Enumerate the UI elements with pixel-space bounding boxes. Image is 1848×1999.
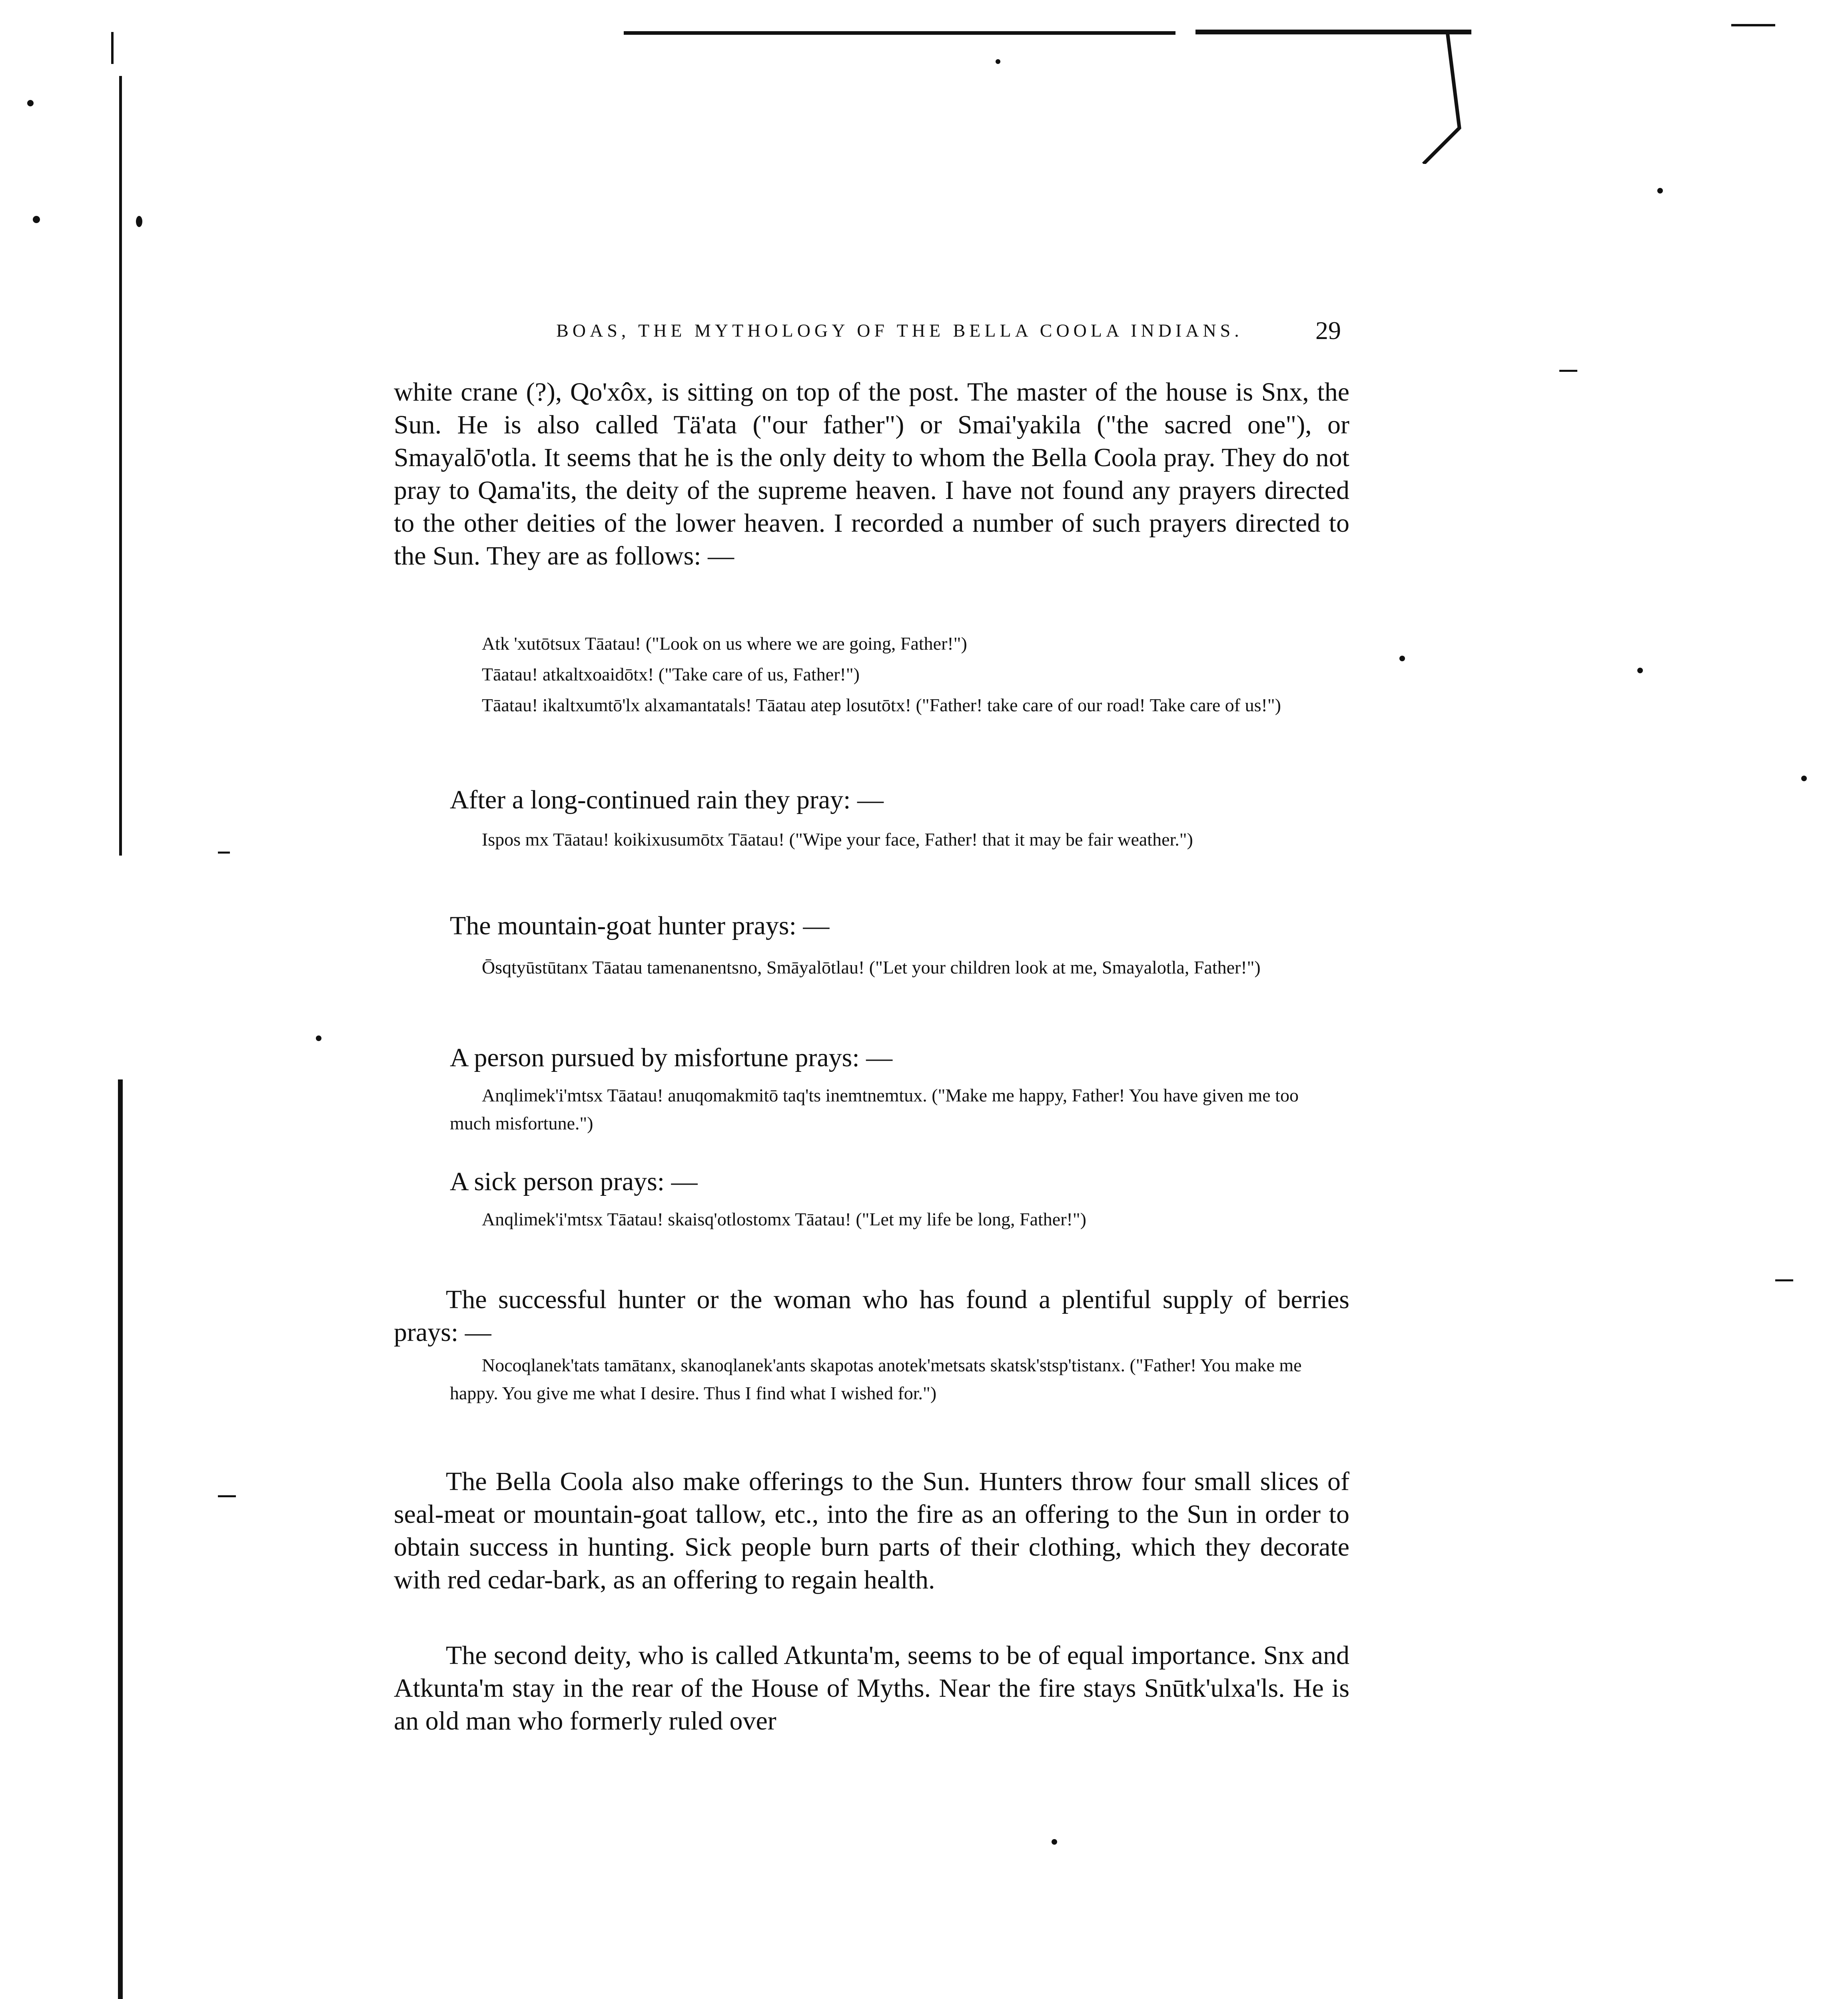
prayer-line: Ōsqtyūstūtanx Tāatau tamenanentsno, Smāyalōtlau! ("Let your children look at me, Smayalotla, Father!") xyxy=(482,957,1261,978)
paragraph-second-deity xyxy=(394,1639,1349,1738)
speck xyxy=(316,1035,321,1041)
corner-mark xyxy=(1731,24,1775,26)
speck xyxy=(1637,668,1643,673)
speck xyxy=(1801,776,1807,781)
left-binding-line xyxy=(119,76,122,856)
paragraph-text: The second deity, who is called Atkunta'm, seems to be of equal importance. Snx and Atkunta'm stay in the rear of the House of Myths. Near the fire stays Snūtk'ulxa'ls. He is an old man who formerly ruled over xyxy=(394,1641,1349,1736)
paragraph-text: The Bella Coola also make offerings to the Sun. Hunters throw four small slices of seal-meat or mountain-goat tallow, etc., into the fire as an offering to the Sun in order to obtain success in hunting. Sick people burn parts of their clothing, which they decorate with red cedar-bark, as an offering to regain health. xyxy=(394,1467,1349,1594)
prayer-line: Atk 'xutōtsux Tāatau! ("Look on us where we are going, Father!") xyxy=(482,633,967,654)
paragraph-sun-deity xyxy=(394,376,1349,573)
speck xyxy=(1052,1839,1057,1845)
prayer-line: Ispos mx Tāatau! koikixusumōtx Tāatau! ("Wipe your face, Father! that it may be fair weather.") xyxy=(482,829,1193,850)
running-head: BOAS, THE MYTHOLOGY OF THE BELLA COOLA INDIANS. xyxy=(556,320,1243,341)
prayer-line: Anqlimek'i'mtsx Tāatau! anuqomakmitō taq'ts inemtnemtux. ("Make me happy, Father! You have given me too much misfortune.") xyxy=(450,1085,1299,1133)
paragraph-successful-hunter xyxy=(394,1283,1349,1349)
scan-dash xyxy=(218,1495,236,1497)
prayer-intro: The mountain-goat hunter prays: — xyxy=(450,911,830,940)
scan-dash xyxy=(1559,370,1577,372)
speck xyxy=(33,216,40,223)
left-binding-line-lower xyxy=(118,1079,123,1999)
scan-dash xyxy=(1775,1279,1793,1281)
paragraph-text: The successful hunter or the woman who has found a plentiful supply of berries prays: — xyxy=(394,1285,1349,1347)
prayer-intro: A person pursued by misfortune prays: — xyxy=(450,1043,893,1072)
page-number: 29 xyxy=(1315,316,1341,345)
speck xyxy=(27,100,34,106)
speck xyxy=(1657,188,1663,194)
speck xyxy=(136,216,142,227)
paragraph-offerings xyxy=(394,1465,1349,1596)
prayer-line: Tāatau! atkaltxoaidōtx! ("Take care of us, Father!") xyxy=(482,664,860,684)
bracket-mark xyxy=(1407,28,1463,164)
left-edge-mark xyxy=(111,32,114,64)
speck xyxy=(996,59,1000,64)
scan-dash xyxy=(218,852,230,854)
prayer-intro: A sick person prays: — xyxy=(450,1167,698,1196)
top-rule-left xyxy=(624,31,1175,35)
prayer-intro: After a long-continued rain they pray: — xyxy=(450,785,884,814)
prayer-line: Tāatau! ikaltxumtō'lx alxamantatals! Tāatau atep losutōtx! ("Father! take care of our road! Take care of us!") xyxy=(482,695,1281,715)
paragraph-text: white crane (?), Qo'xôx, is sitting on top of the post. The master of the house is Snx, the Sun. He is also called Tä'ata ("our father") or Smai'yakila ("the sacred one"), or Smayalō'otla. It seems that he is the only deity to whom the Bella Coola pray. They do not pray to Qama'its, the deity of the supreme heaven. I have not found any prayers directed to the other deities of the lower heaven. I recorded a number of such prayers directed to the Sun. They are as follows: — xyxy=(394,377,1349,571)
speck xyxy=(1399,656,1405,661)
prayer-line: Nocoqlanek'tats tamātanx, skanoqlanek'ants skapotas anotek'metsats skatsk'stsp'tistanx. ("Father! You make me happy. You give me what I desire. Thus I find what I wished for.") xyxy=(450,1355,1302,1403)
prayer-line: Anqlimek'i'mtsx Tāatau! skaisq'otlostomx Tāatau! ("Let my life be long, Father!") xyxy=(482,1209,1086,1229)
